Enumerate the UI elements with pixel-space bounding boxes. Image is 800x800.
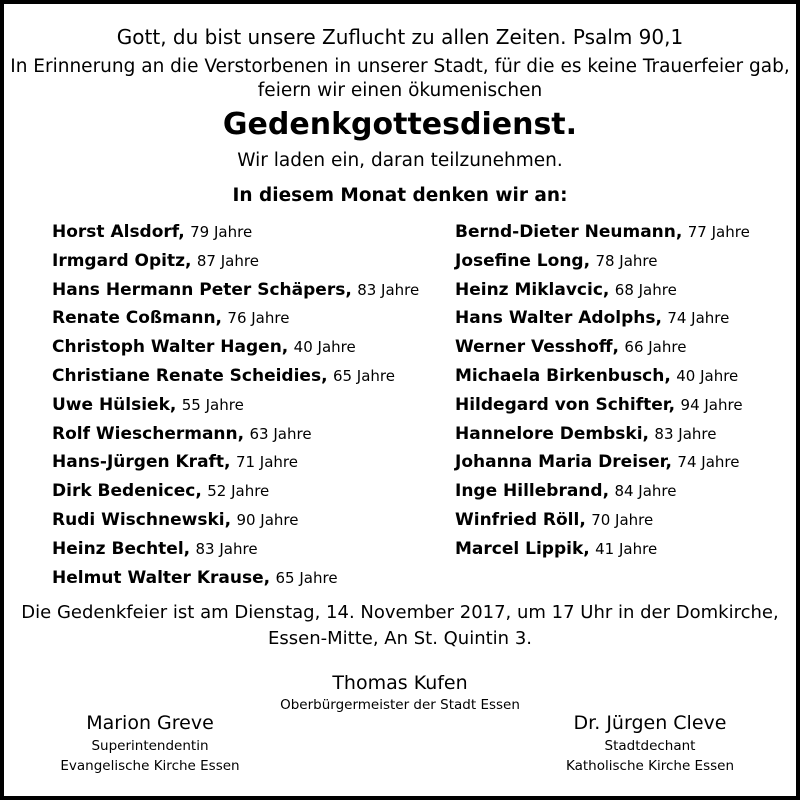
list-item	[455, 506, 750, 535]
deceased-age: 94 Jahre	[680, 395, 743, 414]
signatory-organization: Katholische Kirche Essen	[566, 758, 734, 774]
list-item	[52, 333, 419, 362]
signatory-role: Stadtdechant	[604, 738, 696, 754]
deceased-name: Hannelore Dembski,	[455, 423, 650, 444]
deceased-name: Rolf Wieschermann,	[52, 423, 245, 444]
list-item	[52, 477, 419, 506]
deceased-name: Hans Walter Adolphs,	[455, 308, 662, 329]
deceased-name: Christiane Renate Scheidies,	[52, 365, 328, 386]
deceased-age: 70 Jahre	[591, 510, 654, 529]
deceased-age: 68 Jahre	[614, 280, 677, 299]
deceased-name: Dirk Bedenicec,	[52, 481, 202, 502]
intro-line-2: feiern wir einen ökumenischen	[257, 80, 543, 101]
deceased-name: Hans Hermann Peter Schäpers,	[52, 279, 352, 300]
deceased-age: 83 Jahre	[357, 280, 420, 299]
deceased-age: 74 Jahre	[667, 309, 730, 328]
deceased-name: Christoph Walter Hagen,	[52, 337, 289, 358]
deceased-age: 84 Jahre	[614, 482, 677, 501]
intro-line-1: In Erinnerung an die Verstorbenen in unserer Stadt, für die es keine Trauerfeier gab,	[10, 56, 790, 77]
list-item	[52, 304, 419, 333]
deceased-age: 78 Jahre	[595, 251, 658, 270]
deceased-name: Johanna Maria Dreiser,	[455, 452, 673, 473]
event-details-line-2: Essen-Mitte, An St. Quintin 3.	[268, 628, 532, 649]
event-details-line-1: Die Gedenkfeier ist am Dienstag, 14. November 2017, um 17 Uhr in der Domkirche,	[21, 602, 779, 623]
list-item	[52, 506, 419, 535]
deceased-list-right	[455, 218, 750, 564]
deceased-age: 90 Jahre	[236, 510, 299, 529]
signatory-organization: Evangelische Kirche Essen	[60, 758, 240, 774]
deceased-name: Inge Hillebrand,	[455, 481, 610, 502]
deceased-name: Heinz Bechtel,	[52, 538, 191, 559]
deceased-age: 55 Jahre	[181, 395, 244, 414]
psalm-verse: Gott, du bist unsere Zuflucht zu allen Zeiten. Psalm 90,1	[116, 25, 684, 49]
memorial-notice	[4, 4, 796, 796]
deceased-name: Horst Alsdorf,	[52, 222, 185, 242]
list-item	[52, 247, 419, 276]
notice-title: Gedenkgottesdienst.	[222, 107, 578, 142]
deceased-age: 77 Jahre	[687, 223, 750, 241]
month-heading: In diesem Monat denken wir an:	[232, 185, 568, 206]
deceased-age: 65 Jahre	[275, 568, 338, 587]
deceased-name: Irmgard Opitz,	[52, 250, 192, 271]
list-item	[455, 247, 750, 276]
list-item	[455, 304, 750, 333]
deceased-age: 41 Jahre	[595, 539, 658, 558]
list-item	[455, 218, 750, 247]
list-item	[455, 276, 750, 305]
deceased-name: Hildegard von Schifter,	[455, 394, 676, 415]
list-item	[455, 535, 750, 564]
deceased-age: 40 Jahre	[676, 366, 739, 385]
deceased-name: Michaela Birkenbusch,	[455, 365, 671, 386]
list-item	[52, 391, 419, 420]
deceased-name: Hans-Jürgen Kraft,	[52, 452, 231, 473]
deceased-name: Josefine Long,	[455, 250, 591, 271]
list-item	[455, 333, 750, 362]
deceased-list-left	[52, 218, 419, 592]
list-item	[52, 362, 419, 391]
signatory-dean	[550, 710, 750, 776]
deceased-name: Bernd-Dieter Neumann,	[455, 222, 683, 242]
deceased-name: Helmut Walter Krause,	[52, 567, 271, 588]
deceased-age: 79 Jahre	[190, 223, 253, 241]
signatory-mayor-name: Thomas Kufen	[332, 672, 468, 694]
deceased-age: 63 Jahre	[249, 424, 312, 443]
list-item	[52, 420, 419, 449]
deceased-age: 40 Jahre	[293, 338, 356, 357]
signatory-role: Superintendentin	[91, 738, 209, 754]
deceased-age: 65 Jahre	[332, 366, 395, 385]
deceased-age: 87 Jahre	[196, 251, 259, 270]
list-item	[52, 448, 419, 477]
signatory-name: Dr. Jürgen Cleve	[573, 712, 727, 734]
signatory-superintendent	[50, 710, 250, 776]
deceased-age: 76 Jahre	[227, 309, 290, 328]
list-item	[52, 564, 419, 593]
deceased-age: 71 Jahre	[235, 453, 298, 472]
signatory-mayor-role: Oberbürgermeister der Stadt Essen	[280, 697, 520, 713]
list-item	[455, 477, 750, 506]
deceased-name: Werner Vesshoff,	[455, 337, 619, 358]
deceased-name: Heinz Miklavcic,	[455, 279, 610, 300]
list-item	[52, 535, 419, 564]
deceased-name: Uwe Hülsiek,	[52, 394, 177, 415]
deceased-name: Marcel Lippik,	[455, 538, 590, 559]
list-item	[52, 218, 419, 247]
deceased-name: Renate Coßmann,	[52, 308, 222, 329]
deceased-age: 83 Jahre	[654, 424, 717, 443]
deceased-age: 66 Jahre	[624, 338, 687, 357]
deceased-age: 83 Jahre	[195, 539, 258, 558]
list-item	[455, 448, 750, 477]
list-item	[52, 276, 419, 305]
list-item	[455, 362, 750, 391]
deceased-age: 74 Jahre	[677, 453, 740, 472]
list-item	[455, 420, 750, 449]
signatory-name: Marion Greve	[86, 712, 214, 734]
deceased-name: Winfried Röll,	[455, 509, 586, 530]
deceased-name: Rudi Wischnewski,	[52, 509, 232, 530]
deceased-age: 52 Jahre	[207, 482, 270, 501]
invitation-line: Wir laden ein, daran teilzunehmen.	[237, 150, 563, 171]
list-item	[455, 391, 750, 420]
